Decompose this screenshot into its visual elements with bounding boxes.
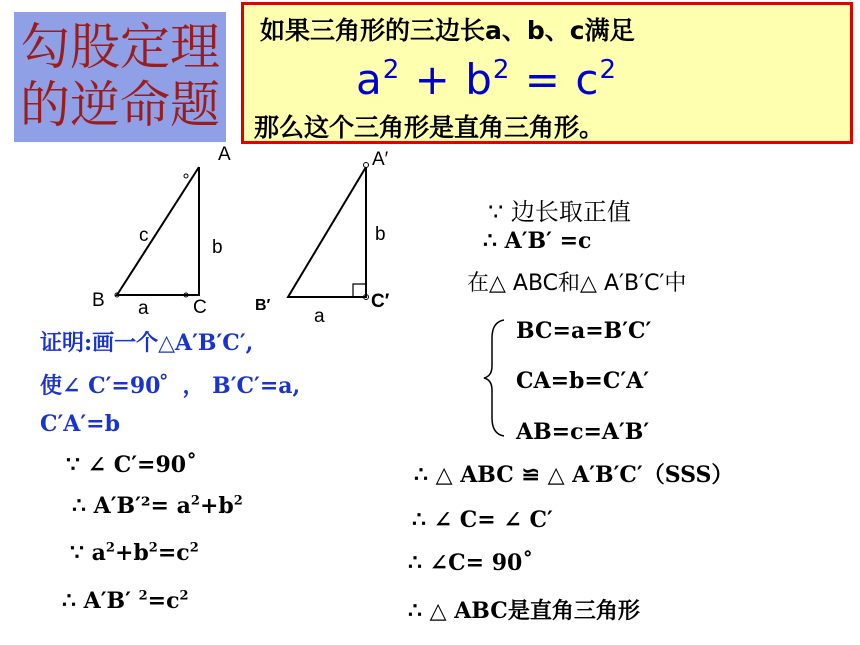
fig1-label-B: B [92, 290, 105, 311]
eq-b: b [465, 55, 493, 104]
fig2-label-B: B′ [255, 297, 271, 314]
proof-congruent: ∴ △ ABC ≌ △ A′B′C′（SSS） [414, 462, 734, 488]
proof-construct-1: 证明:画一个△A′B′C′, [40, 330, 254, 356]
title-box [14, 12, 226, 142]
fig1-label-A: A [218, 144, 231, 165]
fig2-label-a: a [314, 306, 325, 327]
proof-side-eq-3: AB=c=A′B′ [516, 419, 650, 445]
proof-in-triangles: 在△ ABC和△ A′B′C′中 [467, 271, 687, 296]
proof-step-3: ∵ $a^2+b^2=c^2$ [70, 540, 199, 566]
triangle-a-prime [288, 163, 369, 300]
theorem-equation [356, 55, 617, 104]
eq-a-exp: 2 [382, 55, 401, 85]
proof-side-eq-2: CA=b=C′A′ [516, 368, 650, 394]
eq-b-exp: 2 [492, 55, 511, 85]
proof-angle-equal: ∴ ∠ C= ∠ C′ [412, 507, 553, 533]
eq-c-exp: 2 [599, 55, 617, 85]
fig1-label-a: a [138, 298, 149, 319]
proof-conclusion: ∴ △ ABC是直角三角形 [408, 598, 640, 624]
fig2-label-b: b [375, 224, 386, 245]
proof-construct-2: 使∠ C′=90゜， B′C′=a, [40, 373, 301, 399]
theorem-condition: 如果三角形的三边长a、b、c满足 [260, 16, 635, 45]
title-line-2: 的逆命题 [20, 76, 220, 134]
eq-a: a [356, 55, 383, 104]
eq-equals: = [524, 55, 561, 104]
theorem-conclusion: 那么这个三角形是直角三角形。 [254, 113, 605, 142]
theorem-box [241, 2, 853, 144]
proof-step-4: ∴ A′B′ $^2=c^2$ [62, 588, 189, 614]
fig2-label-C: C′ [371, 291, 390, 312]
proof-construct-3: C′A′=b [40, 411, 120, 437]
fig2-label-A: A′ [372, 149, 389, 170]
proof-side-eq-1: BC=a=B′C′ [516, 318, 652, 344]
triangle-abc [115, 167, 199, 297]
proof-angle-90: ∴ ∠C= 90˚ [408, 550, 534, 576]
fig1-label-C: C [193, 297, 207, 318]
eq-c: c [575, 55, 600, 104]
fig1-label-c: c [139, 225, 149, 246]
title-line-1: 勾股定理 [20, 18, 220, 76]
brace-icon [482, 318, 512, 438]
proof-ab-equals-c: ∴ A′B′ =c [483, 228, 592, 254]
eq-plus: + [414, 55, 451, 104]
proof-step-1: ∵ ∠ C′=90˚ [66, 452, 198, 478]
proof-positive-length: ∵ 边长取正值 [488, 198, 631, 226]
proof-step-2: ∴ $A'B'^2= a^2+b^2$ [72, 493, 243, 519]
fig1-label-b: b [212, 237, 223, 258]
